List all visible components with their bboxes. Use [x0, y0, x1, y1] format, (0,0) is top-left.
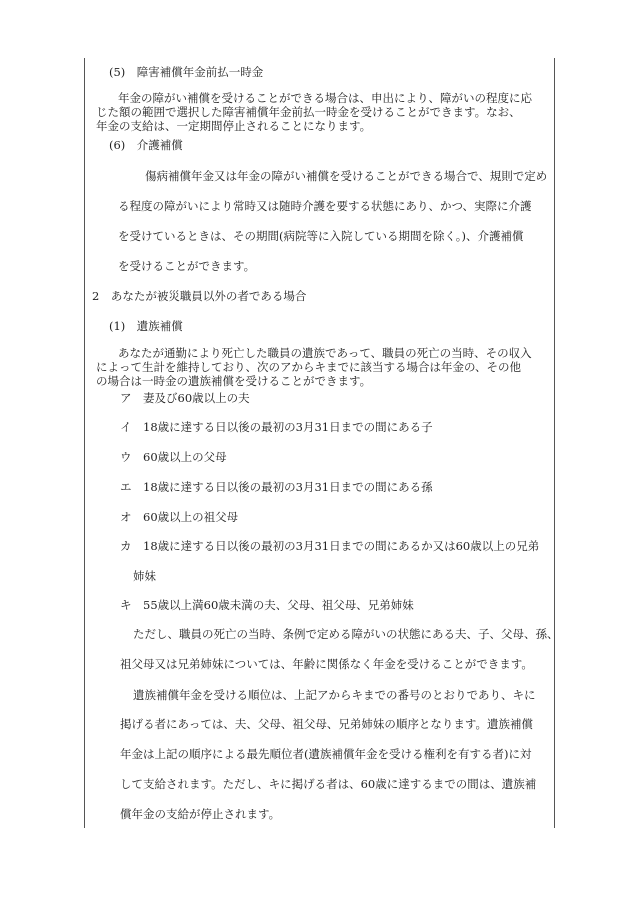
section-heading: 2 あなたが被災職員以外の者である場合: [92, 289, 307, 303]
list-item: エ 18歳に達する日以後の最初の3月31日までの間にある孫: [120, 480, 433, 494]
text-line: じた額の範囲で選択した障害補償年金前払一時金を受けることができます。なお、: [96, 105, 521, 119]
subsection-heading: (1) 遺族補償: [109, 319, 183, 333]
list-item: ウ 60歳以上の父母: [120, 450, 227, 464]
text-line: 年金は上記の順序による最先順位者(遺族補償年金を受ける権利を有する者)に対: [120, 747, 532, 761]
paragraph: [96, 346, 532, 388]
text-line: を受けているときは、その期間(病院等に入院している期間を除く。)、介護補償: [118, 229, 524, 243]
section-heading: (5) 障害補償年金前払一時金: [109, 65, 264, 79]
paragraph: [96, 91, 532, 133]
text-line: 掲げる者にあっては、夫、父母、祖父母、兄弟姉妹の順序となります。遺族補償: [120, 717, 533, 731]
list-item: イ 18歳に達する日以後の最初の3月31日までの間にある子: [120, 420, 433, 434]
section-heading: (6) 介護補償: [109, 138, 183, 152]
text-line: 遺族補償年金を受ける順位は、上記アからキまでの番号のとおりであり、キに: [133, 688, 536, 702]
text-line: 年金の支給は、一定期間停止されることになります。: [96, 119, 372, 133]
list-item: キ 55歳以上満60歳未満の夫、父母、祖父母、兄弟姉妹: [120, 598, 414, 612]
text-line: を受けることができます。: [118, 259, 256, 273]
text-line: 祖父母又は兄弟姉妹については、年齢に関係なく年金を受けることができます。: [120, 657, 533, 671]
list-item: カ 18歳に達する日以後の最初の3月31日までの間にあるか又は60歳以上の兄弟: [120, 539, 540, 553]
text-line: る程度の障がいにより常時又は随時介護を要する状態にあり、かつ、実際に介護: [118, 199, 532, 213]
text-line: の場合は一時金の遺族補償を受けることができます。: [96, 374, 372, 388]
text-line: 傷病補償年金又は年金の障がい補償を受けることができる場合で、規則で定め: [145, 169, 548, 183]
text-line: あなたが通勤により死亡した職員の遺族であって、職員の死亡の当時、その収入: [118, 346, 532, 360]
text-line: 償年金の支給が停止されます。: [120, 807, 281, 821]
text-line: して支給されます。ただし、キに掲げる者は、60歳に達するまでの間は、遺族補: [120, 777, 537, 791]
text-line: ただし、職員の死亡の当時、条例で定める障がいの状態にある夫、子、父母、孫、: [133, 627, 559, 641]
list-item-continuation: 姉妹: [133, 569, 156, 583]
text-line: 年金の障がい補償を受けることができる場合は、申出により、障がいの程度に応: [118, 91, 532, 105]
text-line: によって生計を維持しており、次のアからキまでに該当する場合は年金の、その他: [96, 360, 522, 374]
list-item: オ 60歳以上の祖父母: [120, 510, 239, 524]
list-item: ア 妻及び60歳以上の夫: [120, 391, 250, 405]
